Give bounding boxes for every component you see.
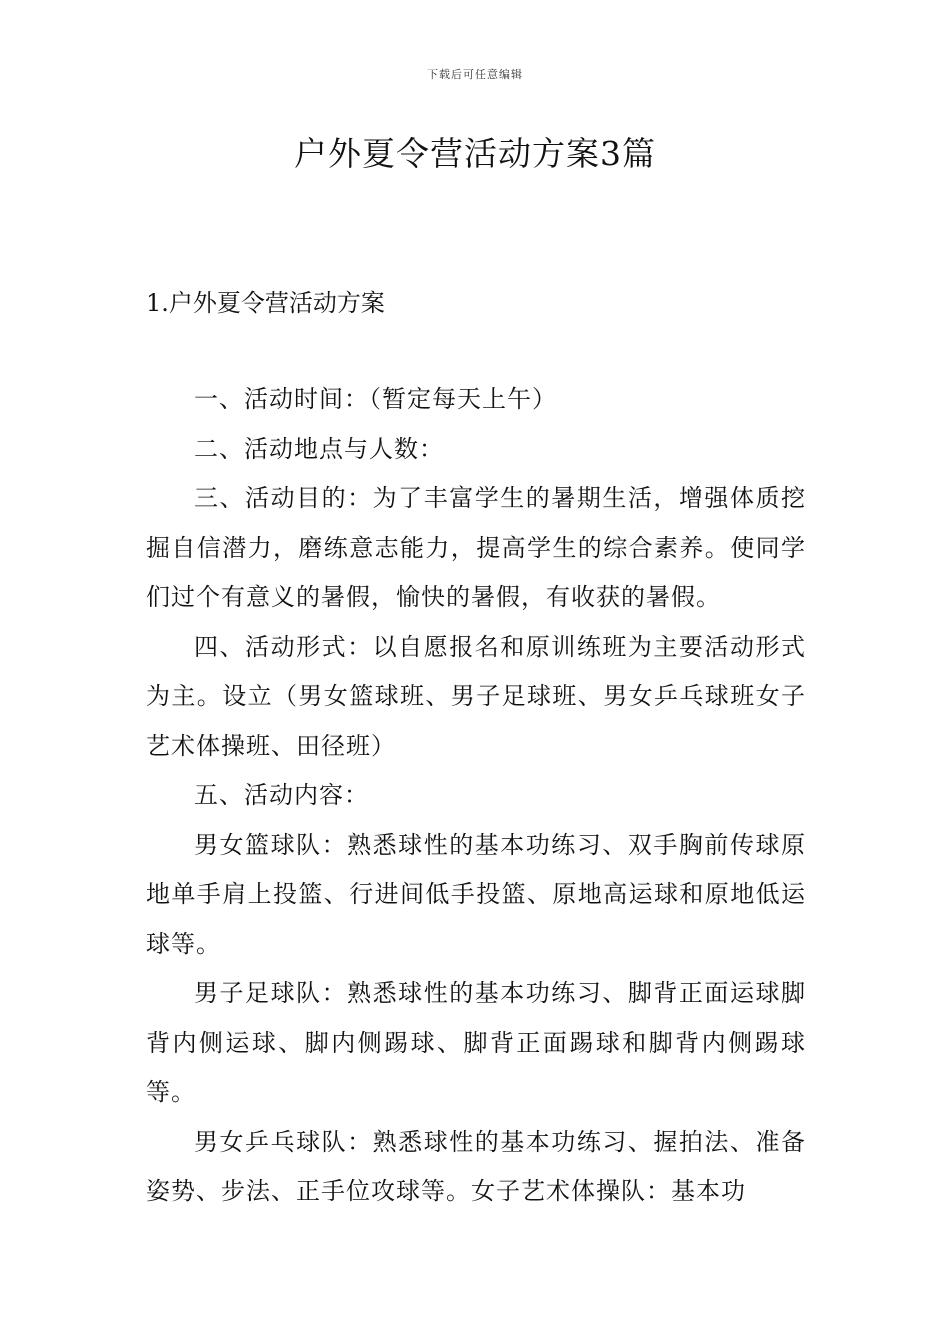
paragraph-football: 男子足球队：熟悉球性的基本功练习、脚背正面运球脚背内侧运球、脚内侧踢球、脚背正面踢球和脚背内侧踢球等。: [146, 979, 806, 1106]
section-heading: 1.户外夏令营活动方案: [146, 289, 385, 317]
document-body: [146, 375, 806, 1217]
paragraph-activity-time: 一、活动时间：（暂定每天上午）: [194, 385, 557, 413]
paragraph-activity-format: 四、活动形式：以自愿报名和原训练班为主要活动形式为主。设立（男女篮球班、男子足球班、男女乒乓球班女子艺术体操班、田径班）: [146, 632, 806, 760]
document-title: 户外夏令营活动方案3篇: [294, 134, 656, 173]
paragraph-table-tennis: 男女乒乓球队：熟悉球性的基本功练习、握拍法、准备姿势、步法、正手位攻球等。女子艺术体操队：基本功: [146, 1127, 806, 1205]
paragraph-activity-location: 二、活动地点与人数：: [194, 434, 444, 463]
paragraph-activity-purpose: 三、活动目的：为了丰富学生的暑期生活，增强体质挖掘自信潜力，磨练意志能力，提高学生的综合素养。使同学们过个有意义的暑假，愉快的暑假，有收获的暑假。: [146, 484, 806, 611]
paragraph-basketball: 男女篮球队：熟悉球性的基本功练习、双手胸前传球原地单手肩上投篮、行进间低手投篮、原地高运球和原地低运球等。: [146, 830, 806, 958]
paragraph-activity-content: 五、活动内容：: [194, 781, 369, 809]
header-note: 下载后可任意编辑: [427, 68, 523, 81]
